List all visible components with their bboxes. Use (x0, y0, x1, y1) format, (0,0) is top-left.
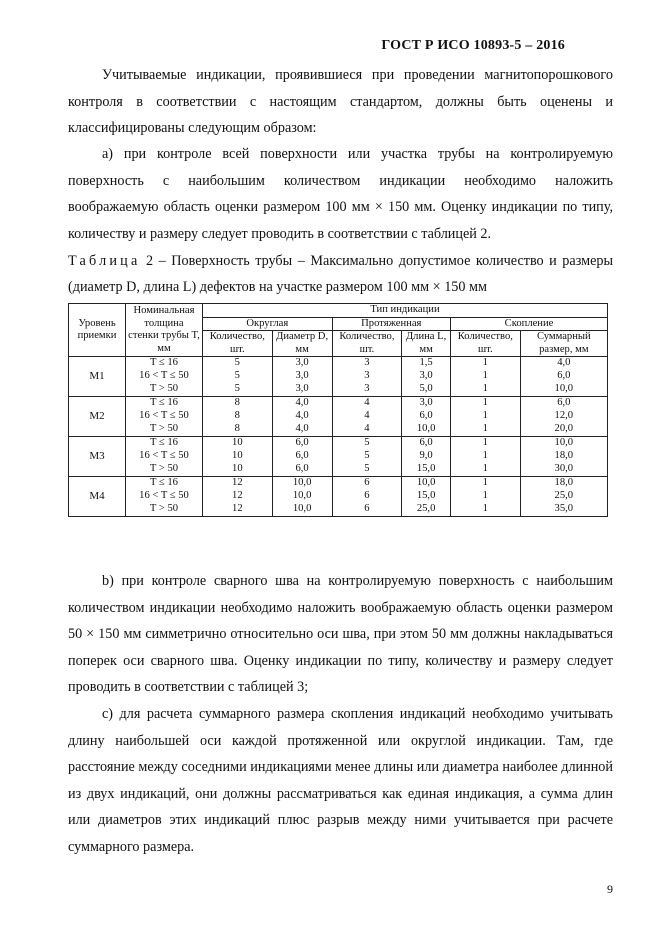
table-caption-text: 2 – Поверхность трубы – Максимально допустимое количество и размеры (диаметр D, длина L) дефектов на участке размером 100 мм × 150 мм (68, 253, 614, 295)
header-linear-count: Количество, шт. (332, 331, 402, 357)
round-diameter-cell: 6,0 (272, 463, 332, 477)
round-diameter-cell: 3,0 (272, 383, 332, 397)
linear-length-cell: 3,0 (402, 397, 451, 411)
round-count-cell: 5 (203, 357, 273, 371)
linear-count-cell: 6 (332, 477, 402, 491)
round-count-cell: 10 (203, 437, 273, 451)
table-row (69, 463, 608, 477)
round-count-cell: 8 (203, 397, 273, 411)
linear-count-cell: 3 (332, 370, 402, 383)
item-a-paragraph: а) при контроле всей поверхности или участка трубы на контролируемую поверхность с наибольшим количеством индикации необходимо наложить воображаемую область оценки размером 100 мм × 150 мм. Оценку индикации по типу, количеству и размеру следует проводить в соответствии с таблицей 2. (68, 146, 613, 242)
cluster-count-cell: 1 (451, 477, 521, 491)
table-row (69, 370, 608, 383)
table-caption-label: Таблица (68, 253, 141, 269)
cluster-sum-cell: 10,0 (520, 437, 607, 451)
intro-paragraph: Учитываемые индикации, проявившиеся при проведении магнитопорошкового контроля в соответствии с настоящим стандартом, должны быть оценены и классифицированы следующим образом: (68, 67, 613, 136)
round-diameter-cell: 4,0 (272, 410, 332, 423)
thickness-cell: 16 < T ≤ 50 (126, 410, 203, 423)
thickness-cell: T > 50 (126, 503, 203, 517)
linear-length-cell: 10,0 (402, 477, 451, 491)
linear-length-cell: 5,0 (402, 383, 451, 397)
thickness-cell: T ≤ 16 (126, 397, 203, 411)
linear-length-cell: 9,0 (402, 450, 451, 463)
round-count-cell: 12 (203, 477, 273, 491)
cluster-count-cell: 1 (451, 463, 521, 477)
level-cell: M1 (69, 357, 126, 397)
cluster-count-cell: 1 (451, 357, 521, 371)
cluster-count-cell: 1 (451, 383, 521, 397)
cluster-sum-cell: 20,0 (520, 423, 607, 437)
linear-length-cell: 15,0 (402, 463, 451, 477)
cluster-sum-cell: 18,0 (520, 477, 607, 491)
header-round: Округлая (203, 317, 333, 331)
round-diameter-cell: 10,0 (272, 490, 332, 503)
header-round-diameter: Диаметр D, мм (272, 331, 332, 357)
item-b-paragraph: b) при контроле сварного шва на контролируемую поверхность с наибольшим количеством индикации необходимо наложить воображаемую область оценки размером 50 × 150 мм симметрично относительно оси шва, при этом 50 мм должны накладываться поперек оси сварного шва. Оценку индикации по типу, количеству и размеру следует проводить в соответствии с таблицей 3; (68, 573, 613, 695)
table-row (69, 437, 608, 451)
cluster-count-cell: 1 (451, 423, 521, 437)
linear-count-cell: 3 (332, 383, 402, 397)
cluster-sum-cell: 12,0 (520, 410, 607, 423)
level-cell: M2 (69, 397, 126, 437)
round-count-cell: 10 (203, 450, 273, 463)
thickness-cell: T > 50 (126, 423, 203, 437)
round-diameter-cell: 6,0 (272, 437, 332, 451)
linear-count-cell: 5 (332, 463, 402, 477)
cluster-sum-cell: 10,0 (520, 383, 607, 397)
cluster-sum-cell: 6,0 (520, 397, 607, 411)
round-count-cell: 12 (203, 490, 273, 503)
thickness-cell: 16 < T ≤ 50 (126, 370, 203, 383)
linear-count-cell: 4 (332, 423, 402, 437)
item-c-paragraph: с) для расчета суммарного размера скопления индикаций необходимо учитывать длину наибольшей оси каждой протяженной или округлой индикации. Там, где расстояние между соседними индикациями менее длины или диаметра наиболее длинной из двух индикаций, они должны рассматриваться как единая индикация, а сумма длин или диаметров этих индикаций плюс разрыв между ними учитывается при расчете суммарного размера. (68, 706, 613, 855)
table-row (69, 397, 608, 411)
thickness-cell: 16 < T ≤ 50 (126, 450, 203, 463)
level-cell: M4 (69, 477, 126, 517)
linear-count-cell: 6 (332, 490, 402, 503)
header-linear: Протяженная (332, 317, 450, 331)
round-diameter-cell: 6,0 (272, 450, 332, 463)
header-cluster: Скопление (451, 317, 608, 331)
round-diameter-cell: 10,0 (272, 477, 332, 491)
header-cluster-sum: Суммарный размер, мм (520, 331, 607, 357)
linear-count-cell: 5 (332, 437, 402, 451)
table-row (69, 423, 608, 437)
header-round-count: Количество, шт. (203, 331, 273, 357)
round-count-cell: 10 (203, 463, 273, 477)
linear-length-cell: 25,0 (402, 503, 451, 517)
thickness-cell: T > 50 (126, 383, 203, 397)
cluster-count-cell: 1 (451, 370, 521, 383)
round-diameter-cell: 10,0 (272, 503, 332, 517)
table-row (69, 383, 608, 397)
cluster-count-cell: 1 (451, 450, 521, 463)
table-row (69, 490, 608, 503)
table-body (69, 357, 608, 517)
cluster-count-cell: 1 (451, 437, 521, 451)
thickness-cell: T ≤ 16 (126, 437, 203, 451)
table-row (69, 503, 608, 517)
table-row (69, 450, 608, 463)
thickness-cell: T ≤ 16 (126, 477, 203, 491)
cluster-sum-cell: 4,0 (520, 357, 607, 371)
cluster-count-cell: 1 (451, 490, 521, 503)
cluster-sum-cell: 30,0 (520, 463, 607, 477)
table-caption (68, 248, 613, 300)
round-diameter-cell: 4,0 (272, 397, 332, 411)
linear-count-cell: 6 (332, 503, 402, 517)
cluster-sum-cell: 25,0 (520, 490, 607, 503)
header-level: Уровень приемки (69, 304, 126, 357)
linear-count-cell: 3 (332, 357, 402, 371)
cluster-count-cell: 1 (451, 503, 521, 517)
linear-length-cell: 6,0 (402, 437, 451, 451)
round-count-cell: 5 (203, 370, 273, 383)
thickness-cell: 16 < T ≤ 50 (126, 490, 203, 503)
round-count-cell: 5 (203, 383, 273, 397)
cluster-count-cell: 1 (451, 410, 521, 423)
header-cluster-count: Количество, шт. (451, 331, 521, 357)
thickness-cell: T > 50 (126, 463, 203, 477)
cluster-sum-cell: 18,0 (520, 450, 607, 463)
linear-length-cell: 6,0 (402, 410, 451, 423)
cluster-count-cell: 1 (451, 397, 521, 411)
linear-count-cell: 4 (332, 410, 402, 423)
round-count-cell: 12 (203, 503, 273, 517)
round-diameter-cell: 3,0 (272, 357, 332, 371)
page-number: 9 (607, 882, 613, 896)
thickness-cell: T ≤ 16 (126, 357, 203, 371)
table-row (69, 477, 608, 491)
round-count-cell: 8 (203, 423, 273, 437)
linear-length-cell: 3,0 (402, 370, 451, 383)
round-diameter-cell: 3,0 (272, 370, 332, 383)
round-count-cell: 8 (203, 410, 273, 423)
linear-length-cell: 1,5 (402, 357, 451, 371)
level-cell: M3 (69, 437, 126, 477)
round-diameter-cell: 4,0 (272, 423, 332, 437)
table-row (69, 357, 608, 371)
table-row (69, 410, 608, 423)
document-code-header: ГОСТ Р ИСО 10893-5 – 2016 (381, 38, 565, 53)
cluster-sum-cell: 6,0 (520, 370, 607, 383)
linear-count-cell: 4 (332, 397, 402, 411)
linear-length-cell: 10,0 (402, 423, 451, 437)
header-thickness: Номинальная толщина стенки трубы T, мм (126, 304, 203, 357)
defects-table (68, 303, 608, 517)
linear-count-cell: 5 (332, 450, 402, 463)
header-indication-type: Тип индикации (203, 304, 608, 318)
header-linear-length: Длина L, мм (402, 331, 451, 357)
cluster-sum-cell: 35,0 (520, 503, 607, 517)
linear-length-cell: 15,0 (402, 490, 451, 503)
